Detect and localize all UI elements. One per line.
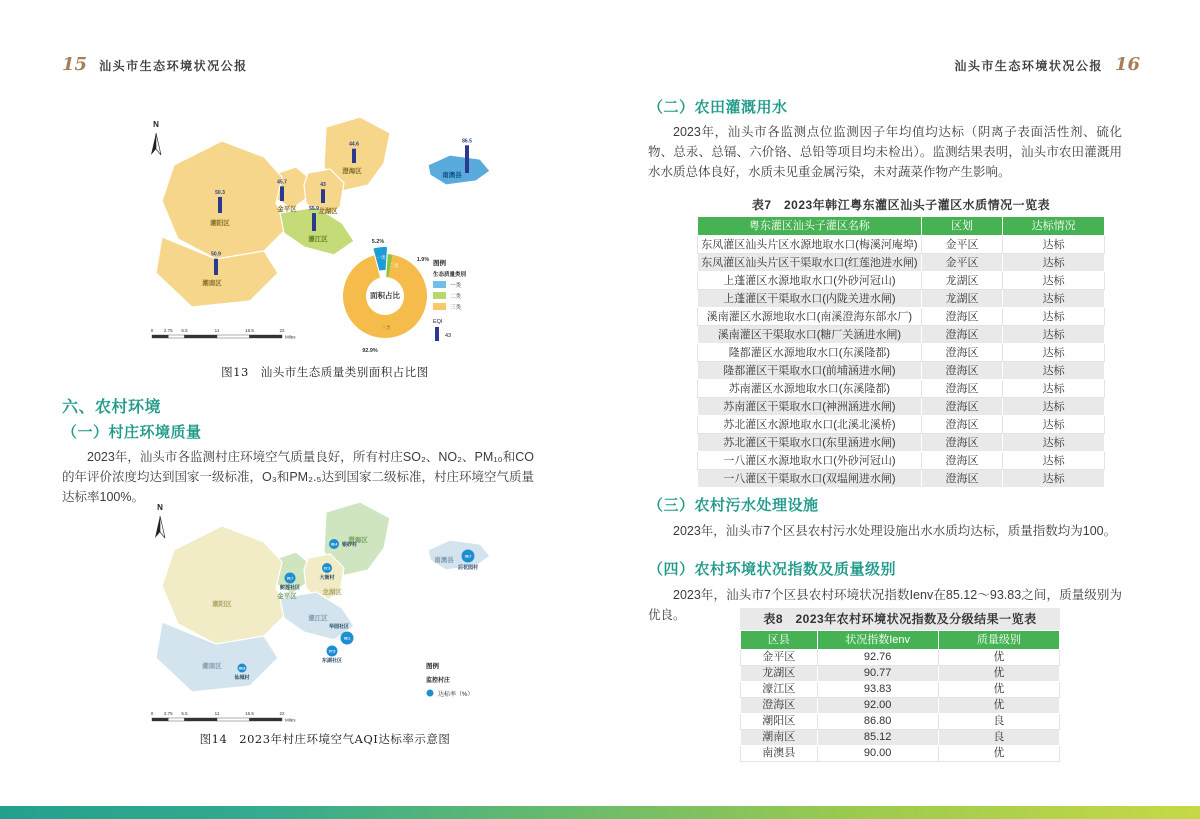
scalebar-unit: Miles [285, 334, 296, 340]
scalebar-tick: 11 [214, 711, 220, 716]
legend-class-label: 二类 [450, 294, 462, 300]
donut-slice-label: 一类 [376, 255, 386, 260]
district-label: 澄海区 [348, 537, 368, 544]
rural-index-table [740, 630, 1060, 762]
table-cell: 达标 [1003, 236, 1105, 254]
column-header: 达标情况 [1003, 217, 1105, 236]
table8-block [740, 608, 1060, 762]
table-cell: 达标 [1003, 362, 1105, 380]
table-cell: 达标 [1003, 290, 1105, 308]
table-row [741, 746, 1060, 762]
table-cell: 东凤灌区汕头片区水源地取水口(梅溪河庵埠) [698, 236, 922, 254]
scalebar-unit: Miles [285, 717, 296, 723]
village-rate: 98.6 [238, 666, 246, 671]
legend-group-label: 生态质量类别 [433, 272, 467, 278]
scalebar-tick: 5.5 [181, 328, 188, 333]
table-row [698, 380, 1105, 398]
legend-group-label: 监控村庄 [426, 678, 451, 684]
table-cell: 达标 [1003, 272, 1105, 290]
table-cell: 龙湖区 [921, 290, 1002, 308]
village-label: 银砂村 [342, 542, 358, 548]
column-header: 区划 [921, 217, 1002, 236]
page-header-right [954, 56, 1140, 74]
table-cell: 优 [938, 650, 1059, 666]
scalebar-tick: 22 [279, 328, 285, 333]
district-label: 龙湖区 [318, 208, 338, 215]
table-cell: 达标 [1003, 416, 1105, 434]
table-cell: 一八灌区干渠取水口(双塭闸进水闸) [698, 470, 922, 488]
table-cell: 达标 [1003, 326, 1105, 344]
table-cell: 苏北灌区水源地取水口(北溪北溪桥) [698, 416, 922, 434]
table-cell: 达标 [1003, 344, 1105, 362]
table-cell: 金平区 [921, 254, 1002, 272]
eqi-value: 44.6 [349, 141, 359, 148]
column-header: 质量级别 [938, 631, 1059, 650]
table8-title: 表8 2023年农村环境状况指数及分级结果一览表 [740, 608, 1060, 630]
table-row [741, 650, 1060, 666]
north-label: N [157, 503, 163, 512]
fig13-caption: 图13 汕头市生态质量类别面积占比图 [221, 365, 429, 379]
table-cell: 澄海区 [741, 698, 818, 714]
table-cell: 上蓬灌区干渠取水口(内陇关进水闸) [698, 290, 922, 308]
village-label: 后花园村 [457, 565, 479, 571]
district-label: 金平区 [277, 206, 297, 213]
scalebar-tick: 11 [214, 328, 220, 333]
subsection-heading-village-quality: （一）村庄环境质量 [62, 424, 202, 441]
table-cell: 达标 [1003, 380, 1105, 398]
bottom-accent-strip [0, 806, 1200, 819]
table7-block [697, 194, 1105, 488]
legend-class-label: 三类 [450, 305, 462, 311]
village-label: 鮀莲社区 [279, 585, 301, 591]
village-label: 华园社区 [328, 624, 350, 630]
table-cell: 达标 [1003, 254, 1105, 272]
table-cell: 隆都灌区水源地取水口(东溪隆都) [698, 344, 922, 362]
column-header: 粤东灌区汕头子灌区名称 [698, 217, 922, 236]
table-cell: 龙湖区 [741, 666, 818, 682]
page-number-right: 16 [1114, 54, 1140, 75]
scalebar-tick: 0 [150, 328, 154, 333]
table-row [698, 272, 1105, 290]
village-rate: 96.7 [286, 576, 294, 581]
table-cell: 上蓬灌区水源地取水口(外砂河冠山) [698, 272, 922, 290]
district-label: 濠江区 [308, 615, 328, 622]
scalebar-tick: 22 [279, 711, 285, 716]
legend-class-label: 一类 [450, 283, 462, 289]
north-label: N [153, 120, 159, 129]
table-row [698, 326, 1105, 344]
scalebar-tick: 2.75 [163, 328, 173, 333]
table-cell: 澄海区 [921, 308, 1002, 326]
table-cell: 金平区 [741, 650, 818, 666]
table-cell: 澄海区 [921, 362, 1002, 380]
rural-index-paragraph: 2023年，汕头市7个区县农村环境状况指数Ienv在85.12～93.83之间，质量级别为优良。 [648, 588, 1122, 622]
district-label: 南澳县 [442, 172, 462, 179]
legend-title: 图例 [433, 260, 446, 267]
table-cell: 澄海区 [921, 434, 1002, 452]
table-cell: 86.80 [817, 714, 938, 730]
village-rate: 97.5 [328, 649, 336, 654]
village-label: 仙城村 [234, 675, 250, 681]
subsection-heading-sewage-facilities: （三）农村污水处理设施 [648, 497, 819, 514]
table-cell: 达标 [1003, 308, 1105, 326]
table-cell: 一八灌区水源地取水口(外砂河冠山) [698, 452, 922, 470]
table-cell: 达标 [1003, 470, 1105, 488]
table-header-row [698, 217, 1105, 236]
table-cell: 潮阳区 [741, 714, 818, 730]
table-cell: 金平区 [921, 236, 1002, 254]
eqi-value: 43 [320, 182, 326, 189]
table-cell: 龙湖区 [921, 272, 1002, 290]
scalebar-tick: 16.5 [245, 711, 254, 716]
district-label: 潮南区 [202, 280, 222, 287]
district-label: 南澳县 [434, 557, 454, 564]
donut-pct-label: 92.9% [362, 348, 378, 354]
header-title-left: 汕头市生态环境状况公报 [99, 59, 248, 73]
table-cell: 东凤灌区汕头片区干渠取水口(红莲池进水闸) [698, 254, 922, 272]
district-label: 潮南区 [202, 663, 222, 670]
table-row [741, 666, 1060, 682]
table-cell: 濠江区 [741, 682, 818, 698]
district-label: 澄海区 [342, 168, 362, 175]
district-label: 潮阳区 [210, 220, 230, 227]
table-cell: 溪南灌区干渠取水口(糖厂关涵进水闸) [698, 326, 922, 344]
header-title-right: 汕头市生态环境状况公报 [954, 59, 1103, 73]
table-cell: 90.00 [817, 746, 938, 762]
table-row [698, 290, 1105, 308]
table-cell: 达标 [1003, 434, 1105, 452]
table-cell: 澄海区 [921, 416, 1002, 434]
page-number-left: 15 [62, 54, 88, 75]
table-cell: 苏南灌区干渠取水口(神洲涵进水闸) [698, 398, 922, 416]
eqi-value: 50.3 [215, 189, 225, 196]
table-cell: 优 [938, 698, 1059, 714]
table-cell: 优 [938, 746, 1059, 762]
table-cell: 澄海区 [921, 344, 1002, 362]
table7-title: 表7 2023年韩江粤东灌区汕头子灌区水质情况一览表 [751, 198, 1051, 212]
irrigation-water-paragraph: 2023年，汕头市各监测点位监测因子年均值均达标（阴离子表面活性剂、硫化物、总汞、总镉、六价铬、总铅等项目均未检出）。监测结果表明，汕头市农田灌溉用水水质总体良好，水质未见重金属污染，未对蔬菜作物产生影响。 [648, 125, 1122, 179]
table-cell: 良 [938, 714, 1059, 730]
table-cell: 93.83 [817, 682, 938, 698]
table-row [698, 236, 1105, 254]
irrigation-water-table [697, 216, 1105, 488]
district-label: 龙湖区 [322, 589, 342, 596]
table-cell: 92.00 [817, 698, 938, 714]
table-row [698, 308, 1105, 326]
eqi-value: 86.5 [462, 138, 472, 145]
legend-eqi-label: EQI [433, 319, 443, 325]
district-label: 潮阳区 [212, 601, 232, 608]
table-row [698, 254, 1105, 272]
table-header-row [741, 631, 1060, 650]
table-row [698, 362, 1105, 380]
scalebar-tick: 16.5 [245, 328, 254, 333]
table-cell: 苏北灌区干渠取水口(东里涵进水闸) [698, 434, 922, 452]
subsection-heading-irrigation-water: （二）农田灌溉用水 [648, 99, 788, 116]
donut-slice-label: 二类 [389, 263, 399, 268]
scalebar-tick: 0 [150, 711, 154, 716]
table-row [741, 730, 1060, 746]
donut-center-label: 面积占比 [370, 291, 400, 300]
eqi-value: 50.9 [211, 251, 221, 258]
table-row [741, 682, 1060, 698]
table-row [698, 398, 1105, 416]
column-header: 状况指数Ienv [817, 631, 938, 650]
donut-pct-label: 5.2% [371, 239, 385, 245]
table-cell: 85.12 [817, 730, 938, 746]
table-cell: 潮南区 [741, 730, 818, 746]
legend-title: 图例 [426, 663, 439, 670]
village-rate: 98.1 [343, 636, 351, 641]
table-cell: 92.76 [817, 650, 938, 666]
table-cell: 澄海区 [921, 326, 1002, 344]
table-cell: 澄海区 [921, 380, 1002, 398]
table-cell: 澄海区 [921, 470, 1002, 488]
table-cell: 优 [938, 682, 1059, 698]
village-label: 东湖社区 [321, 658, 343, 664]
table-row [698, 452, 1105, 470]
table-cell: 苏南灌区水源地取水口(东溪隆都) [698, 380, 922, 398]
district-label: 濠江区 [308, 236, 328, 243]
subsection-heading-rural-index: （四）农村环境状况指数及质量级别 [648, 561, 897, 578]
sewage-facilities-paragraph: 2023年，汕头市7个区县农村污水处理设施出水水质均达标，质量指数均为100。 [673, 524, 1117, 538]
donut-pct-label: 1.9% [416, 257, 430, 263]
fig14-caption: 图14 2023年村庄环境空气AQI达标率示意图 [199, 732, 451, 746]
table-row [698, 416, 1105, 434]
table-cell: 南澳县 [741, 746, 818, 762]
table-cell: 90.77 [817, 666, 938, 682]
legend-eqi-value: 43 [445, 333, 452, 339]
scalebar-tick: 5.5 [181, 711, 188, 716]
district-label: 金平区 [277, 593, 297, 600]
village-quality-paragraph: 2023年，汕头市各监测村庄环境空气质量良好，所有村庄SO₂、NO₂、PM₁₀和CO的年评价浓度均达到国家一级标准，O₃和PM₂.₅达到国家二级标准，村庄环境空气质量达标率100%。 [62, 450, 534, 504]
donut-slice-label: 三类 [381, 325, 391, 330]
village-rate: 97.3 [323, 566, 331, 571]
table-row [698, 344, 1105, 362]
village-label: 大衙村 [319, 575, 335, 581]
table-cell: 优 [938, 666, 1059, 682]
table-row [741, 714, 1060, 730]
table-row [698, 470, 1105, 488]
legend-item-label: 达标率（%） [438, 692, 474, 698]
eqi-value: 45.7 [277, 179, 287, 186]
table-cell: 达标 [1003, 398, 1105, 416]
table-cell: 澄海区 [921, 452, 1002, 470]
village-rate: 98.7 [464, 554, 472, 559]
table-cell: 良 [938, 730, 1059, 746]
section-heading-rural-environment: 六、农村环境 [62, 399, 162, 416]
table-row [741, 698, 1060, 714]
eqi-value: 55.9 [309, 206, 319, 213]
table-cell: 澄海区 [921, 398, 1002, 416]
village-rate: 98.4 [330, 542, 338, 547]
table-cell: 溪南灌区水源地取水口(南溪澄海东部水厂) [698, 308, 922, 326]
scalebar-tick: 2.75 [163, 711, 173, 716]
column-header: 区县 [741, 631, 818, 650]
table-row [698, 434, 1105, 452]
table-cell: 隆都灌区干渠取水口(前埔涵进水闸) [698, 362, 922, 380]
table-cell: 达标 [1003, 452, 1105, 470]
